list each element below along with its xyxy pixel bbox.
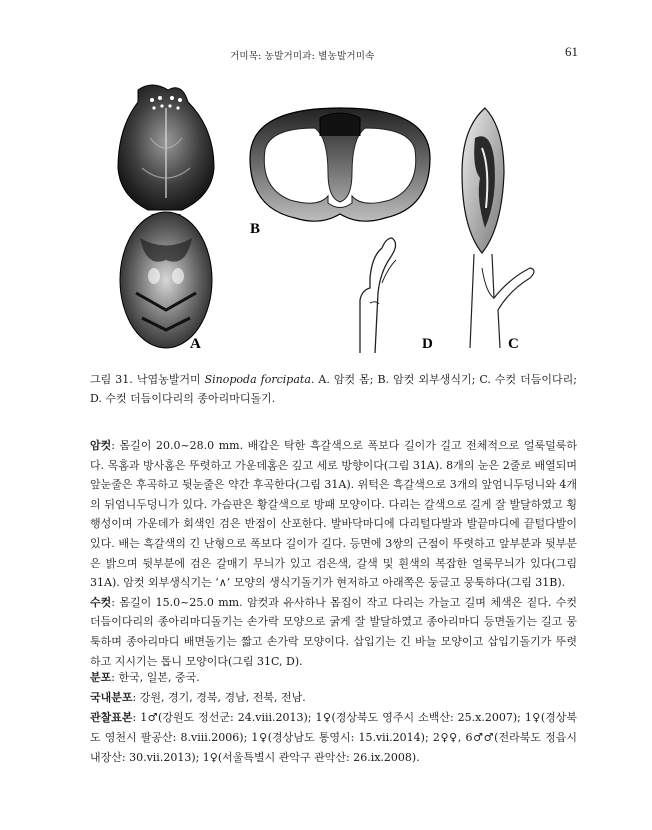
distribution-line [90,668,577,688]
caption-rest: . A. 암컷 몸; B. 암컷 외부생식기; C. 수컷 더듬이다리; D. 수컷 더듬이다리의 종아리마디돌기. [90,373,577,405]
domestic-distribution-line [90,688,577,708]
spider-illustration [90,78,570,358]
panel-d-tibial-apophysis [360,238,433,353]
panel-label-d: D [422,336,433,352]
panel-a-female-body [118,85,214,352]
specimens-heading: 관찰표본 [90,711,133,724]
caption-species: Sinopoda forcipata [204,373,311,386]
distribution-heading: 분포 [90,671,112,684]
male-heading: 수컷 [90,595,112,609]
male-description [90,593,577,671]
distribution-section [90,668,577,768]
description-body [90,436,577,671]
figure-31 [90,78,570,358]
page-header [0,42,652,62]
panel-label-a: A [190,336,201,352]
running-title: 거미목: 농발거미과: 별농발거미속 [230,51,375,62]
female-text: : 몸길이 20.0~28.0 mm. 배갑은 탁한 흑갈색으로 폭보다 길이가 길고 전체적으로 얼룩덜룩하다. 목홈과 방사홈은 뚜렷하고 가운데홈은 깊고 세로 방향이다(그림 31A). 8개의 눈은 2줄로 배열되며 앞눈줄은 후곡하고 뒷눈줄은 약간 후곡한다(그림 31A). 위턱은 흑갈색으로 3개의 앞엄니두덩니와 4개의 뒤엄니두덩니가 있다. 가슴판은 황갈색으로 방패 모양이다. 다리는 갈색으로 길게 잘 발달하였고 횡행성이며 가운데가 회색인 검은 반점이 산포한다. 발바닥마디에 다리털다발과 발끝마디에 끝털다발이 있다. 배는 흑갈색의 긴 난형으로 폭보다 길이가 길다. 등면에 3쌍의 근점이 뚜렷하고 앞부분과 뒷부분은 밝으며 뒷부분에 검은 갈매기 무늬가 있고 검은색, 갈색 및 흰색의 복잡한 얼룩무늬가 있다(그림 31A). 암컷 외부생식기는 ‘∧’ 모양의 생식기돌기가 현저하고 아래쪽은 둥글고 뭉툭하다(그림 31B). [90,439,577,590]
panel-label-b: B [250,221,261,237]
domestic-heading: 국내분포 [90,691,133,704]
panel-c-male-palp [462,108,534,352]
male-text: : 몸길이 15.0~25.0 mm. 암컷과 유사하나 몸집이 작고 다리는 가늘고 길며 체색은 짙다. 수컷 더듬이다리의 종아리마디돌기는 손가락 모양으로 굵게 잘 발달하였고 종아리마디 등면돌기는 길고 뭉툭하며 종아리마디 배면돌기는 짧고 손가락 모양이다. 삽입기는 긴 바늘 모양이고 삽입기돌기가 뚜렷하고 지시기는 톱니 모양이다(그림 31C, D). [90,595,577,668]
caption-prefix: 그림 31. 낙엽농발거미 [90,373,205,386]
domestic-text: : 강원, 경기, 경북, 경남, 전북, 전남. [132,691,306,704]
page-number: 61 [565,44,578,59]
female-description [90,436,577,593]
panel-b-epigyne [250,108,430,237]
specimens-line [90,708,577,768]
panel-label-c: C [508,336,519,352]
distribution-text: : 한국, 일본, 중국. [111,671,200,684]
specimens-text: : 1♂(강원도 정선군: 24.viii.2013); 1♀(경상북도 영주시 소백산: 25.x.2007); 1♀(경상북도 영천시 팔공산: 8.viii.2006); 1♀(경상남도 통영시: 15.vii.2014); 2♀♀, 6♂♂(전라북도 정읍시 내장산: 30.vii.2013); 1♀(서울특별시 관악구 관악산: 26.ix.2008). [90,711,577,764]
figure-caption [90,370,577,408]
female-heading: 암컷 [90,439,112,452]
